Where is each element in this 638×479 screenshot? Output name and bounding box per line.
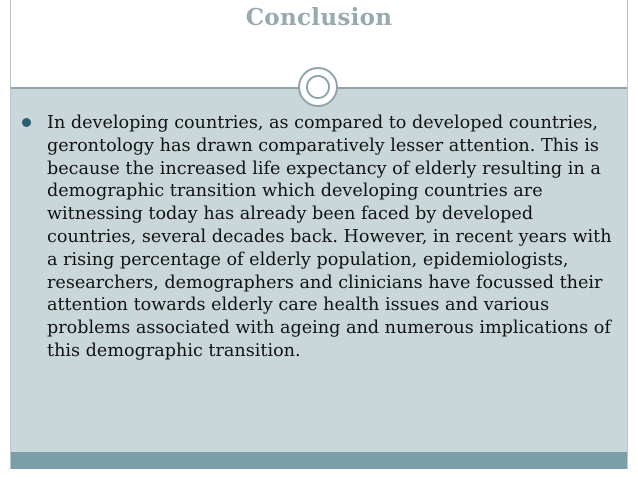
divider-ornament-inner [306,75,330,99]
bullet-dot-icon [22,118,31,127]
bullet-text: In developing countries, as compared to developed countries, gerontology has drawn comparatively lesser attention. This is because the increased life expectancy of elderly resulting in a demographic transition which developing countries are witnessing today has already been faced by developed countries, several decades back. However, in recent years with a rising percentage of elderly population, epidemiologists, researchers, demographers and clinicians have focussed their attention towards elderly care health issues and various problems associated with ageing and numerous implications of this demographic transition. [47,113,612,361]
slide-title: Conclusion [245,4,393,31]
footer-bar [11,452,627,469]
divider-ornament-icon [298,67,338,107]
